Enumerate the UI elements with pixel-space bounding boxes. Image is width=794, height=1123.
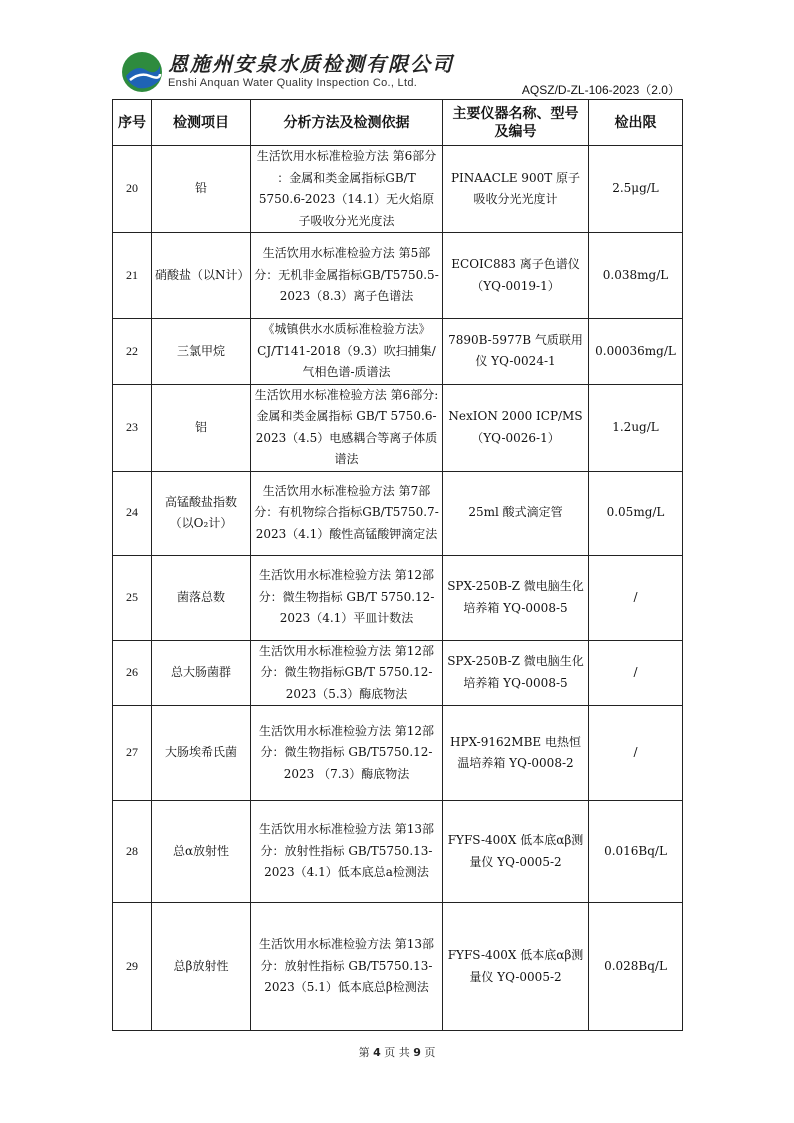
footer-prefix: 第 [358, 1046, 370, 1059]
cell-item: 菌落总数 [152, 555, 251, 640]
inspection-table [112, 99, 683, 1031]
cell-item: 总α放射性 [152, 801, 251, 903]
cell-instrument: NexION 2000 ICP/MS（YQ-0026-1） [443, 384, 589, 471]
cell-limit: 0.05mg/L [589, 471, 683, 555]
cell-method: 生活饮用水标准检验方法 第6部分: 金属和类金属指标 GB/T 5750.6-2023（4.5）电感耦合等离子体质谱法 [251, 384, 443, 471]
cell-limit: 0.016Bq/L [589, 801, 683, 903]
company-logo-icon [120, 50, 164, 94]
cell-no: 27 [113, 706, 152, 801]
cell-instrument: 25ml 酸式滴定管 [443, 471, 589, 555]
cell-method: 生活饮用水标准检验方法 第12部分：微生物指标 GB/T 5750.12-2023（4.1）平皿计数法 [251, 555, 443, 640]
cell-limit: 0.028Bq/L [589, 903, 683, 1031]
table-row [113, 640, 683, 706]
table-row [113, 233, 683, 319]
cell-item: 铅 [152, 146, 251, 233]
cell-item: 高锰酸盐指数（以O₂计） [152, 471, 251, 555]
cell-no: 23 [113, 384, 152, 471]
cell-limit: 1.2ug/L [589, 384, 683, 471]
cell-item: 总大肠菌群 [152, 640, 251, 706]
cell-instrument: SPX-250B-Z 微电脑生化培养箱 YQ-0008-5 [443, 555, 589, 640]
footer-middle: 页 共 [384, 1046, 410, 1059]
cell-item: 大肠埃希氏菌 [152, 706, 251, 801]
cell-instrument: SPX-250B-Z 微电脑生化培养箱 YQ-0008-5 [443, 640, 589, 706]
cell-method: 《城镇供水水质标准检验方法》CJ/T141-2018（9.3）吹扫捕集/气相色谱-质谱法 [251, 319, 443, 385]
cell-instrument: FYFS-400X 低本底αβ测量仪 YQ-0005-2 [443, 801, 589, 903]
cell-instrument: HPX-9162MBE 电热恒温培养箱 YQ-0008-2 [443, 706, 589, 801]
company-name-en: Enshi Anquan Water Quality Inspection Co., Ltd. [168, 77, 418, 89]
cell-method: 生活饮用水标准检验方法 第6部分 ：金属和类金属指标GB/T 5750.6-2023（14.1）无火焰原子吸收分光光度法 [251, 146, 443, 233]
cell-method: 生活饮用水标准检验方法 第13部分：放射性指标 GB/T5750.13-2023（4.1）低本底总a检测法 [251, 801, 443, 903]
table-row [113, 706, 683, 801]
header-item: 检测项目 [152, 100, 251, 146]
table-header-row [113, 100, 683, 146]
cell-no: 21 [113, 233, 152, 319]
table-row [113, 555, 683, 640]
cell-item: 铝 [152, 384, 251, 471]
cell-instrument: PINAACLE 900T 原子吸收分光光度计 [443, 146, 589, 233]
cell-no: 28 [113, 801, 152, 903]
cell-instrument: ECOIC883 离子色谱仪（YQ-0019-1） [443, 233, 589, 319]
table-row [113, 471, 683, 555]
header-instrument: 主要仪器名称、型号及编号 [443, 100, 589, 146]
company-name-cn: 恩施州安泉水质检测有限公司 [168, 52, 454, 76]
cell-no: 29 [113, 903, 152, 1031]
table-row [113, 146, 683, 233]
cell-method: 生活饮用水标准检验方法 第7部分：有机物综合指标GB/T5750.7-2023（4.1）酸性高锰酸钾滴定法 [251, 471, 443, 555]
document-code: AQSZ/D-ZL-106-2023（2.0） [521, 83, 680, 97]
cell-no: 25 [113, 555, 152, 640]
table-row [113, 801, 683, 903]
page-footer [0, 1044, 794, 1060]
cell-no: 22 [113, 319, 152, 385]
cell-method: 生活饮用水标准检验方法 第12部分：微生物指标 GB/T5750.12-2023 （7.3）酶底物法 [251, 706, 443, 801]
cell-instrument: 7890B-5977B 气质联用仪 YQ-0024-1 [443, 319, 589, 385]
footer-current-page: 4 [373, 1046, 381, 1059]
header-no: 序号 [113, 100, 152, 146]
footer-total-pages: 9 [413, 1046, 421, 1059]
cell-no: 26 [113, 640, 152, 706]
cell-item: 三氯甲烷 [152, 319, 251, 385]
table-row [113, 384, 683, 471]
cell-limit: / [589, 555, 683, 640]
cell-item: 总β放射性 [152, 903, 251, 1031]
cell-instrument: FYFS-400X 低本底αβ测量仪 YQ-0005-2 [443, 903, 589, 1031]
cell-no: 20 [113, 146, 152, 233]
header-limit: 检出限 [589, 100, 683, 146]
cell-limit: 0.00036mg/L [589, 319, 683, 385]
page-header [120, 44, 680, 100]
table-row [113, 903, 683, 1031]
cell-method: 生活饮用水标准检验方法 第13部分：放射性指标 GB/T5750.13-2023（5.1）低本底总β检测法 [251, 903, 443, 1031]
cell-limit: / [589, 706, 683, 801]
cell-item: 硝酸盐（以N计） [152, 233, 251, 319]
header-method: 分析方法及检测依据 [251, 100, 443, 146]
cell-limit: 0.038mg/L [589, 233, 683, 319]
cell-method: 生活饮用水标准检验方法 第5部分：无机非金属指标GB/T5750.5-2023（8.3）离子色谱法 [251, 233, 443, 319]
footer-suffix: 页 [424, 1046, 436, 1059]
cell-limit: 2.5μg/L [589, 146, 683, 233]
table-row [113, 319, 683, 385]
cell-limit: / [589, 640, 683, 706]
cell-method: 生活饮用水标准检验方法 第12部分：微生物指标GB/T 5750.12-2023（5.3）酶底物法 [251, 640, 443, 706]
cell-no: 24 [113, 471, 152, 555]
